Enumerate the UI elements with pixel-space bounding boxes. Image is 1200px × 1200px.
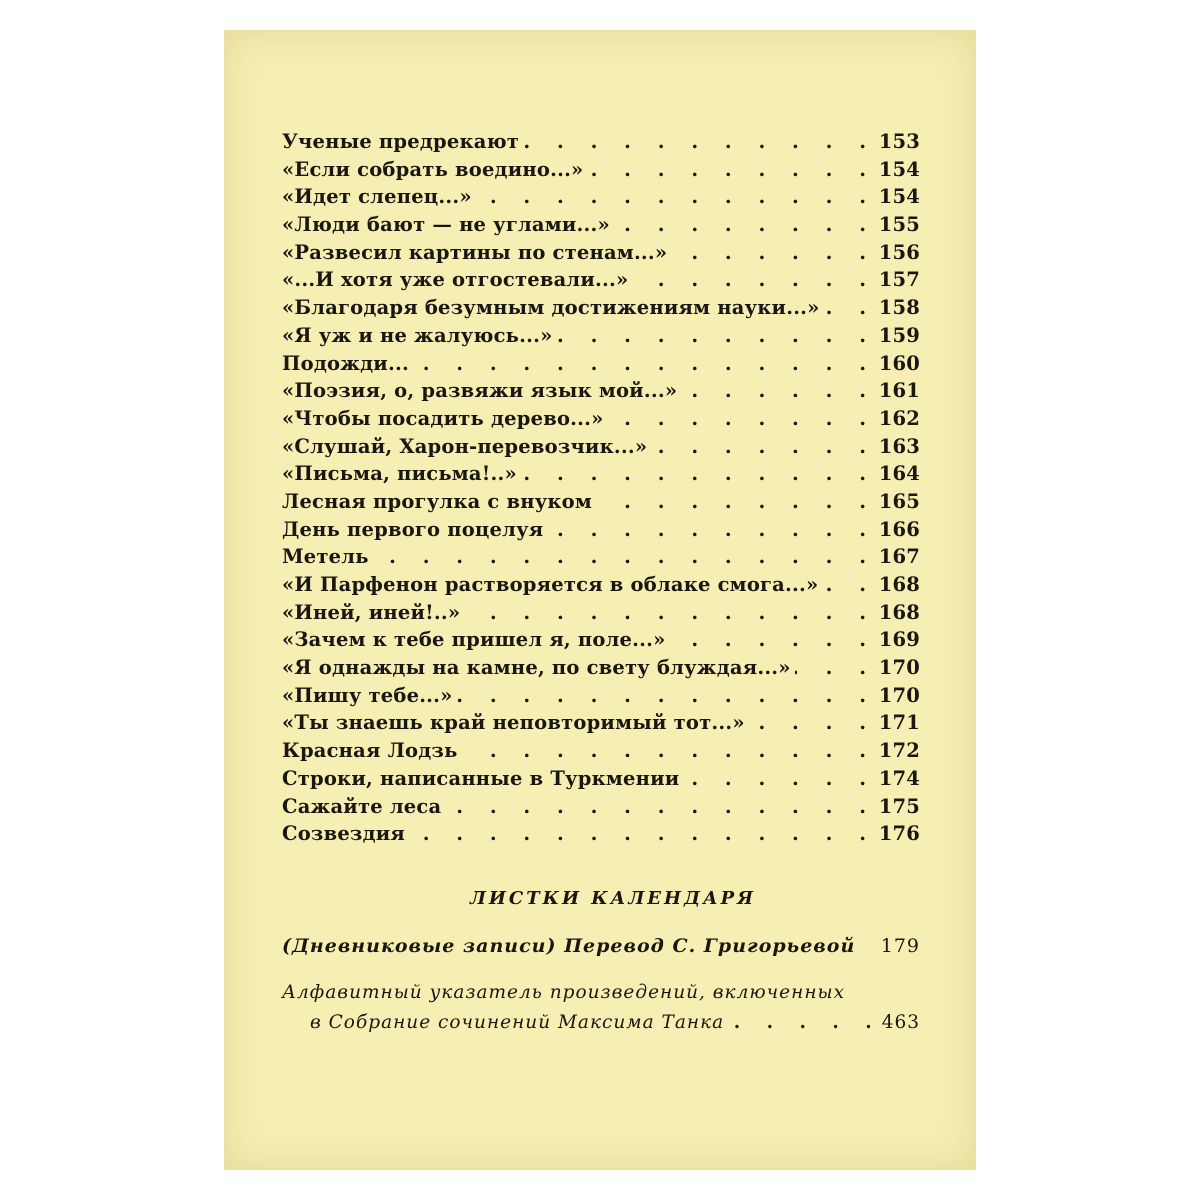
toc-row <box>282 545 920 573</box>
dot-leader <box>547 518 876 541</box>
diary-entry <box>282 935 920 957</box>
toc-row <box>282 185 920 213</box>
dot-leader <box>671 241 876 264</box>
toc-row <box>282 490 920 518</box>
toc-row <box>282 795 920 823</box>
dot-leader <box>822 573 876 596</box>
dot-leader <box>724 1012 882 1033</box>
toc-row <box>282 130 920 158</box>
toc-page-number: 168 <box>878 573 920 596</box>
toc-row <box>282 435 920 463</box>
toc-row <box>282 158 920 186</box>
dot-leader <box>445 795 876 818</box>
index-entry-line2: в Собрание сочинений Максима Танка <box>310 1012 725 1033</box>
toc-page-number: 163 <box>878 434 920 458</box>
toc-page-number: 170 <box>878 656 920 680</box>
toc-row <box>282 573 920 601</box>
dot-leader <box>614 213 876 236</box>
toc-title: День первого поцелуя <box>282 517 544 541</box>
toc-page-number: 164 <box>878 462 920 486</box>
toc-title: Созвездия <box>282 822 406 846</box>
toc-title: «Люди бают — не углами...» <box>282 213 610 237</box>
toc-row <box>282 213 920 241</box>
toc-title: «Иней, иней!..» <box>282 600 461 624</box>
dot-leader <box>373 545 876 568</box>
toc-page-number: 170 <box>878 683 920 707</box>
toc-row <box>282 379 920 407</box>
book-page <box>224 30 976 1170</box>
dot-leader <box>670 628 877 651</box>
toc-page-number: 162 <box>878 406 920 430</box>
toc-row <box>282 601 920 629</box>
toc-page-number: 175 <box>878 794 920 818</box>
toc-title: «Пишу тебе...» <box>282 683 453 707</box>
toc-row <box>282 739 920 767</box>
dot-leader <box>632 268 876 291</box>
toc-row <box>282 684 920 712</box>
toc-page-number: 159 <box>878 323 920 347</box>
toc-row <box>282 241 920 269</box>
dot-leader <box>795 656 876 679</box>
dot-leader <box>683 767 876 790</box>
dot-leader <box>521 462 876 485</box>
toc-title: «Слушай, Харон-перевозчик...» <box>282 434 648 458</box>
toc-title: «Поэзия, о, развяжи язык мой...» <box>282 379 678 403</box>
toc-title: «Ты знаешь край неповторимый тот...» <box>282 711 745 735</box>
dot-leader <box>608 407 876 430</box>
toc-row <box>282 711 920 739</box>
toc-page-number: 165 <box>878 489 920 513</box>
table-of-contents <box>282 130 920 850</box>
toc-row <box>282 352 920 380</box>
dot-leader <box>587 158 876 181</box>
toc-title: «Идет слепец...» <box>282 185 472 209</box>
toc-page-number: 154 <box>878 157 920 181</box>
toc-title: «...И хотя уже отгостевали...» <box>282 268 629 292</box>
dot-leader <box>523 130 876 153</box>
toc-title: «Благодаря безумным достижениям науки...» <box>282 296 820 320</box>
toc-page-number: 169 <box>878 628 920 652</box>
toc-row <box>282 656 920 684</box>
index-entry-page: 463 <box>881 1012 920 1033</box>
dot-leader <box>464 601 876 624</box>
toc-page-number: 158 <box>878 296 920 320</box>
toc-page-number: 172 <box>878 739 920 763</box>
toc-title: Лесная прогулка с внуком <box>282 489 593 513</box>
diary-entry-title: (Дневниковые записи) Перевод С. Григорьевой <box>282 935 856 957</box>
dot-leader <box>596 490 876 513</box>
toc-title: «Зачем к тебе пришел я, поле...» <box>282 628 666 652</box>
dot-leader <box>556 324 876 347</box>
index-entry-line2-row <box>282 1012 920 1033</box>
toc-title: «Чтобы посадить дерево...» <box>282 406 604 430</box>
toc-title: Ученые предрекают <box>282 130 520 153</box>
toc-row <box>282 268 920 296</box>
toc-page-number: 155 <box>878 213 920 237</box>
toc-row <box>282 324 920 352</box>
toc-page-number: 153 <box>878 130 920 153</box>
index-entry-line1: Алфавитный указатель произведений, включенных <box>282 982 845 1003</box>
dot-leader <box>462 739 876 762</box>
toc-row <box>282 296 920 324</box>
toc-page-number: 154 <box>878 185 920 209</box>
toc-title: Красная Лодзь <box>282 739 458 763</box>
toc-title: «Я уж и не жалуюсь...» <box>282 323 553 347</box>
toc-page-number: 174 <box>878 766 920 790</box>
toc-page-number: 157 <box>878 268 920 292</box>
toc-page-number: 156 <box>878 240 920 264</box>
toc-page-number: 161 <box>878 379 920 403</box>
dot-leader <box>457 684 876 707</box>
toc-row <box>282 518 920 546</box>
index-entry <box>282 982 920 1033</box>
dot-leader <box>824 296 876 319</box>
toc-title: Подожди... <box>282 351 409 375</box>
toc-page-number: 160 <box>878 351 920 375</box>
dot-leader <box>681 379 876 402</box>
toc-row <box>282 628 920 656</box>
dot-leader <box>409 822 876 845</box>
dot-leader <box>413 352 876 375</box>
toc-row <box>282 767 920 795</box>
toc-page-number: 167 <box>878 545 920 569</box>
toc-title: Метель <box>282 545 369 569</box>
dot-leader <box>749 711 876 734</box>
toc-row <box>282 822 920 850</box>
dot-leader <box>651 435 876 458</box>
section-heading: ЛИСТКИ КАЛЕНДАРЯ <box>470 888 757 909</box>
toc-row <box>282 462 920 490</box>
toc-page-number: 171 <box>878 711 920 735</box>
toc-page-number: 168 <box>878 600 920 624</box>
diary-entry-page: 179 <box>880 935 920 957</box>
toc-title: «Если собрать воедино...» <box>282 157 584 181</box>
toc-title: Строки, написанные в Туркмении <box>282 766 680 790</box>
toc-title: «Я однажды на камне, по свету блуждая...» <box>282 656 791 680</box>
toc-page-number: 166 <box>878 517 920 541</box>
dot-leader <box>476 185 876 208</box>
toc-title: «Развесил картины по стенам...» <box>282 240 668 264</box>
toc-title: Сажайте леса <box>282 794 442 818</box>
toc-title: «Письма, письма!..» <box>282 462 517 486</box>
toc-title: «И Парфенон растворяется в облаке смога...» <box>282 573 819 596</box>
toc-page-number: 176 <box>878 822 920 846</box>
toc-row <box>282 407 920 435</box>
